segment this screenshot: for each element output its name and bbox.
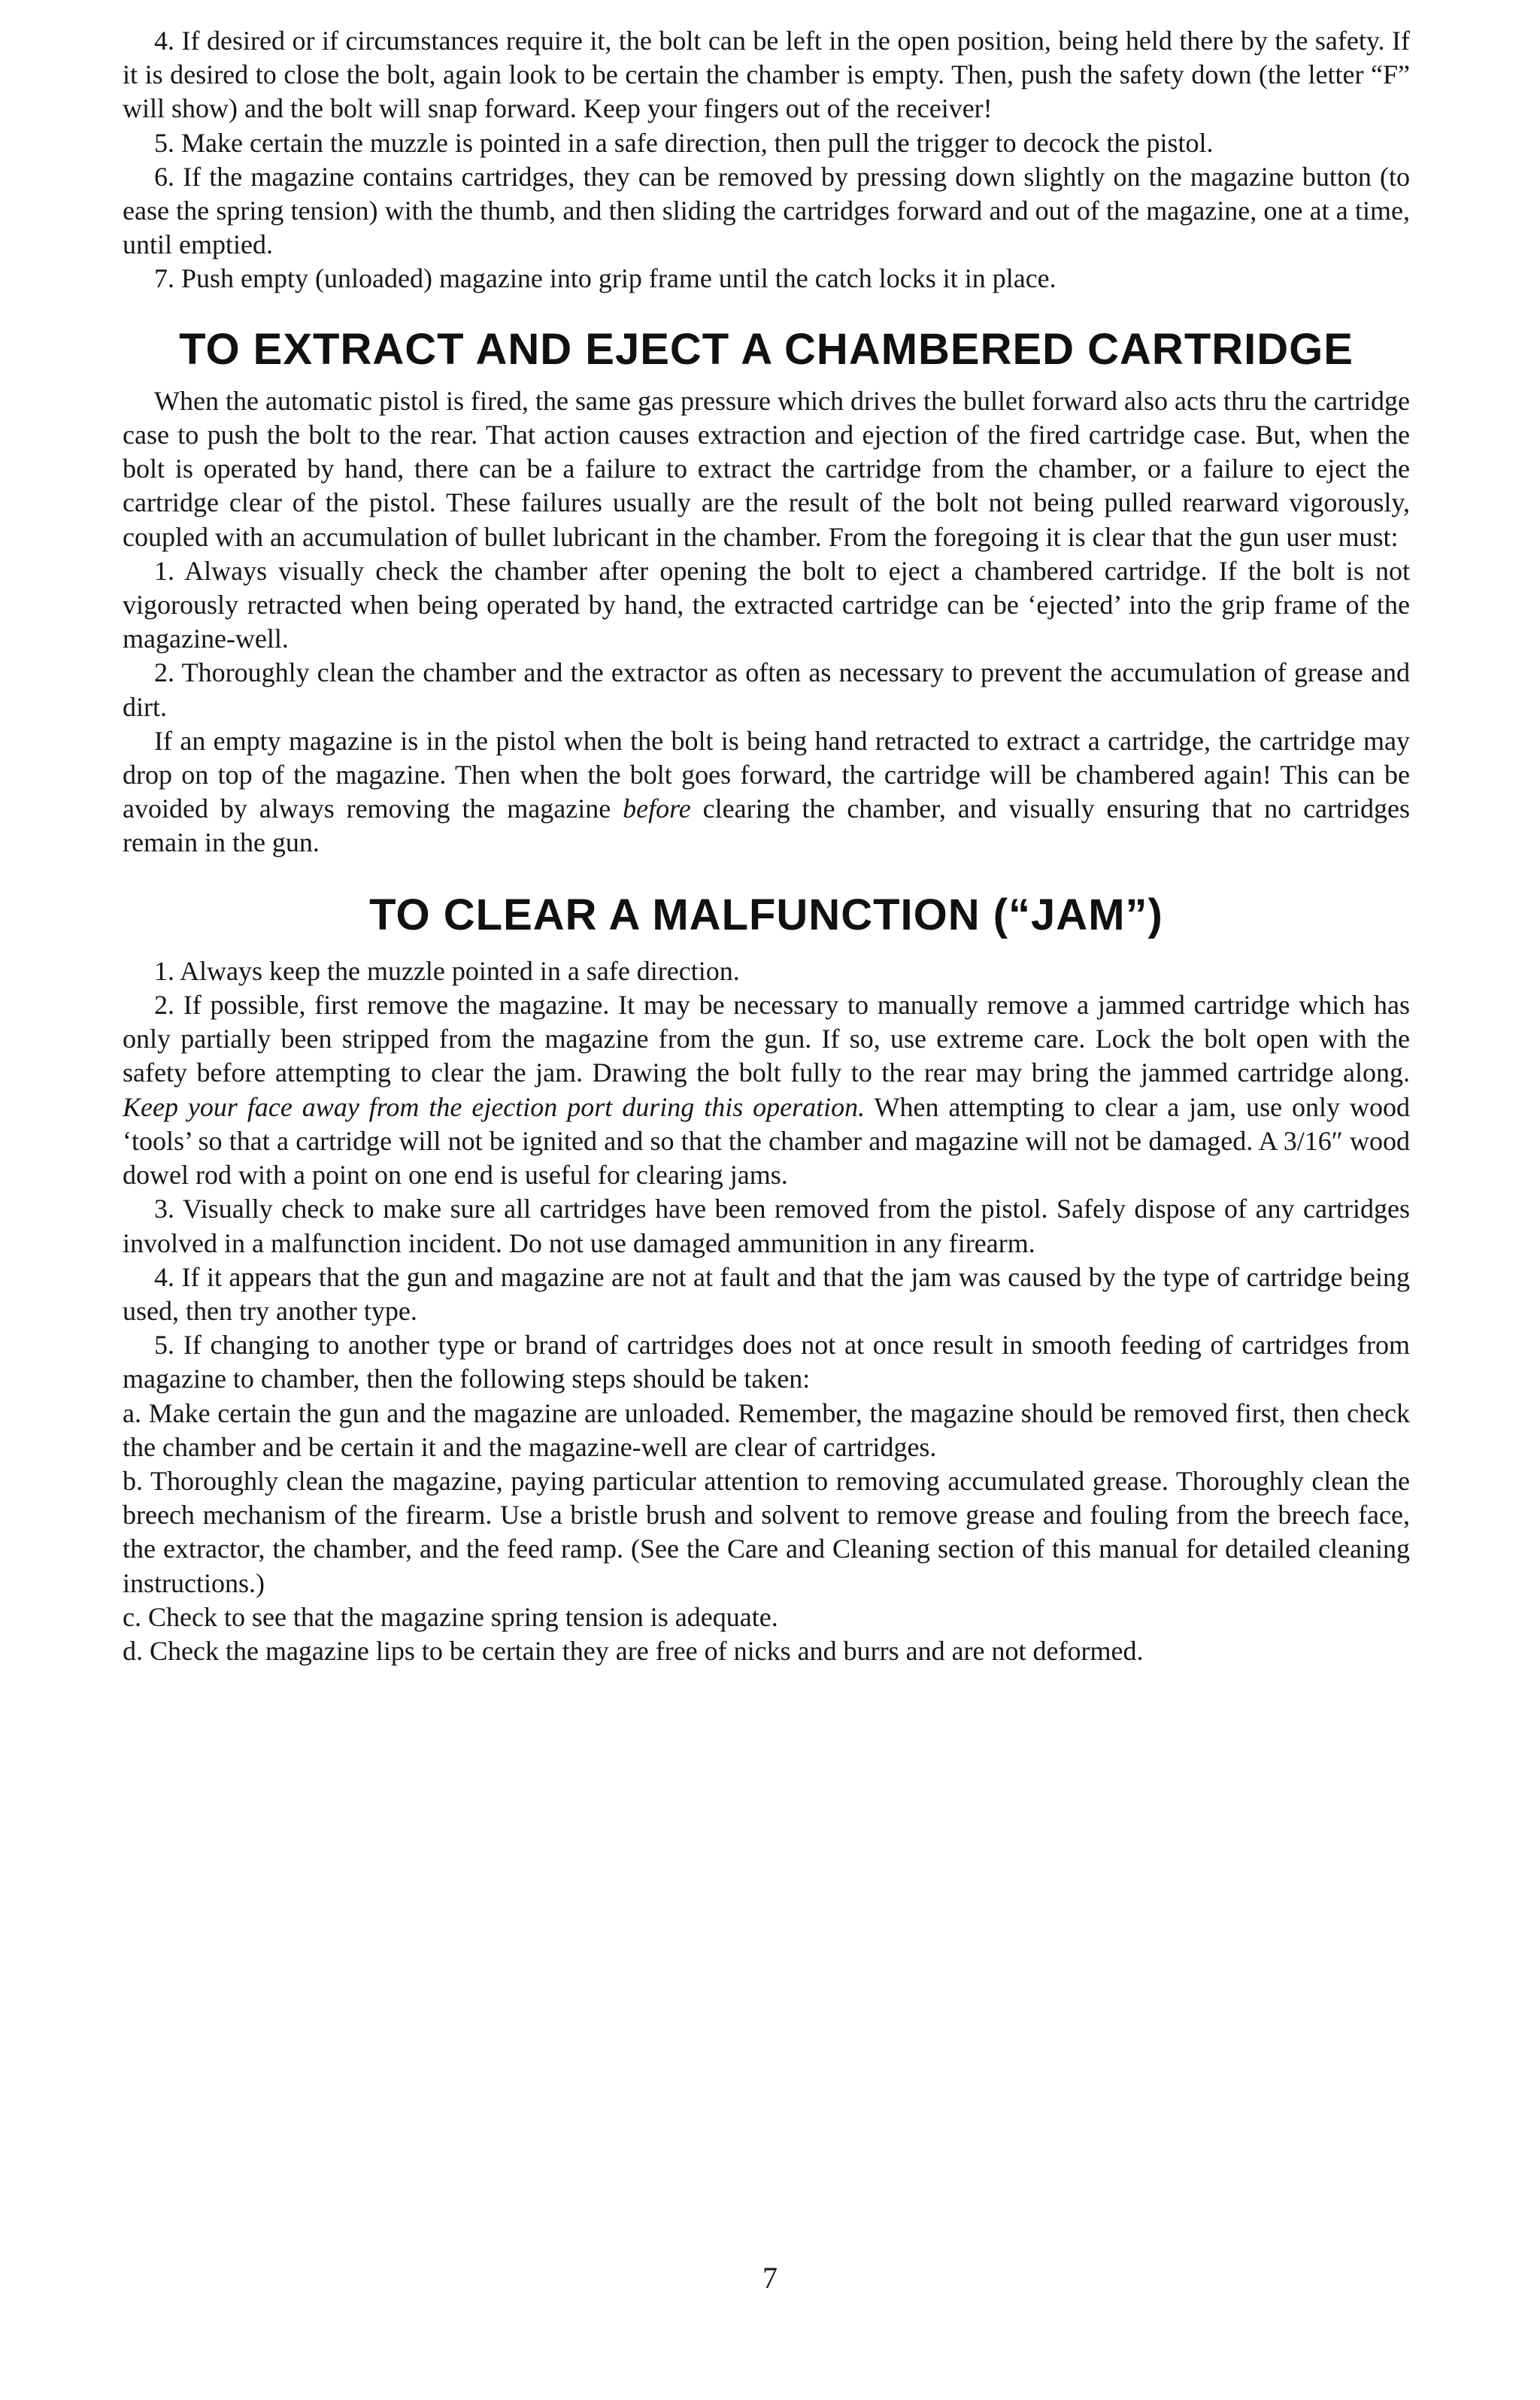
text-column (123, 24, 1410, 1668)
extract-section-heading: TO EXTRACT AND EJECT A CHAMBERED CARTRIDGE (179, 324, 1354, 374)
jam-item-2-warning: Keep your face away from the ejection port during this operation. (123, 1091, 865, 1122)
jam-substep-b: b. Thoroughly clean the magazine, paying particular attention to removing accumulated grease. Thoroughly clean the breech mechanism of the firearm. Use a bristle brush and solvent to remove grease and fouling from the breech face, the extractor, the chamber, and the feed ramp. (See the Care and Cleaning section of this manual for detailed cleaning instructions.) (123, 1465, 1410, 1598)
closing-text-before: If an empty magazine is in the pistol when the bolt is being hand retracted to extract a cartridge, the cartridge may drop on top of the magazine. Then when the bolt goes forward, the cartridge will be chambered again! This can be avoided by always removing the magazine (123, 725, 1410, 824)
jam-item-2 (123, 988, 1410, 1192)
jam-item-2-text-before: 2. If possible, first remove the magazine. It may be necessary to manually remove a jammed cartridge which has only partially been stripped from the magazine from the gun. If so, use extreme care. Lock the bolt open with the safety before attempting to clear the jam. Drawing the bolt fully to the rear may bring the jammed cartridge along. (123, 990, 1410, 1088)
jam-item-4: 4. If it appears that the gun and magazine are not at fault and that the jam was caused by the type of cartridge being used, then try another type. (123, 1261, 1410, 1326)
extract-intro-paragraph: When the automatic pistol is fired, the same gas pressure which drives the bullet forward also acts thru the cartridge case to push the bolt to the rear. That action causes extraction and ejection of the fired cartridge case. But, when the bolt is operated by hand, there can be a failure to extract the cartridge from the chamber, or a failure to eject the cartridge clear of the pistol. These failures usually are the result of the bolt not being pulled rearward vigorously, coupled with an accumulation of bullet lubricant in the chamber. From the foregoing it is clear that the gun user must: (123, 385, 1410, 552)
extract-item-2: 2. Thoroughly clean the chamber and the extractor as often as necessary to prevent the accumulation of grease and dirt. (123, 657, 1410, 722)
closing-emphasis: before (623, 793, 691, 824)
jam-item-1: 1. Always keep the muzzle pointed in a safe direction. (154, 955, 740, 986)
jam-section-heading: TO CLEAR A MALFUNCTION (“JAM”) (369, 890, 1163, 939)
unloading-step-4: 4. If desired or if circumstances require it, the bolt can be left in the open position, being held there by the safety. If it is desired to close the bolt, again look to be certain the chamber is empty. Then, push the safety down (the letter “F” will show) and the bolt will snap forward. Keep your fingers out of the receiver! (123, 26, 1410, 124)
jam-item-3: 3. Visually check to make sure all cartridges have been removed from the pistol. Safely dispose of any cartridges involved in a malfunction incident. Do not use damaged ammunition in any firearm. (123, 1194, 1410, 1258)
extract-item-1: 1. Always visually check the chamber after opening the bolt to eject a chambered cartridge. If the bolt is not vigorously retracted when being operated by hand, the extracted cartridge can be ‘ejected’ into the grip frame of the magazine-well. (123, 555, 1410, 654)
extract-closing-paragraph (123, 724, 1410, 860)
jam-substep-c: c. Check to see that the magazine spring tension is adequate. (123, 1601, 778, 1632)
unloading-step-5: 5. Make certain the muzzle is pointed in a safe direction, then pull the trigger to decock the pistol. (154, 127, 1214, 158)
jam-item-2-text-after: When attempting to clear a jam, use only wood ‘tools’ so that a cartridge will not be ignited and so that the chamber and magazine will not be damaged. A 3/16″ wood dowel rod with a point on one end is useful for clearing jams. (123, 1091, 1410, 1191)
unloading-step-6: 6. If the magazine contains cartridges, they can be removed by pressing down slightly on the magazine button (to ease the spring tension) with the thumb, and then sliding the cartridges forward and out of the magazine, one at a time, until emptied. (123, 161, 1410, 260)
jam-substep-a: a. Make certain the gun and the magazine are unloaded. Remember, the magazine should be removed first, then check the chamber and be certain it and the magazine-well are clear of cartridges. (123, 1397, 1410, 1462)
closing-text-after: clearing the chamber, and visually ensuring that no cartridges remain in the gun. (123, 793, 1410, 858)
unloading-step-7: 7. Push empty (unloaded) magazine into grip frame until the catch locks it in place. (154, 263, 1056, 294)
page-number: 7 (762, 2261, 778, 2295)
jam-item-5: 5. If changing to another type or brand of cartridges does not at once result in smooth feeding of cartridges from magazine to chamber, then the following steps should be taken: (123, 1330, 1410, 1394)
jam-substep-d: d. Check the magazine lips to be certain they are free of nicks and burrs and are not deformed. (123, 1635, 1144, 1666)
